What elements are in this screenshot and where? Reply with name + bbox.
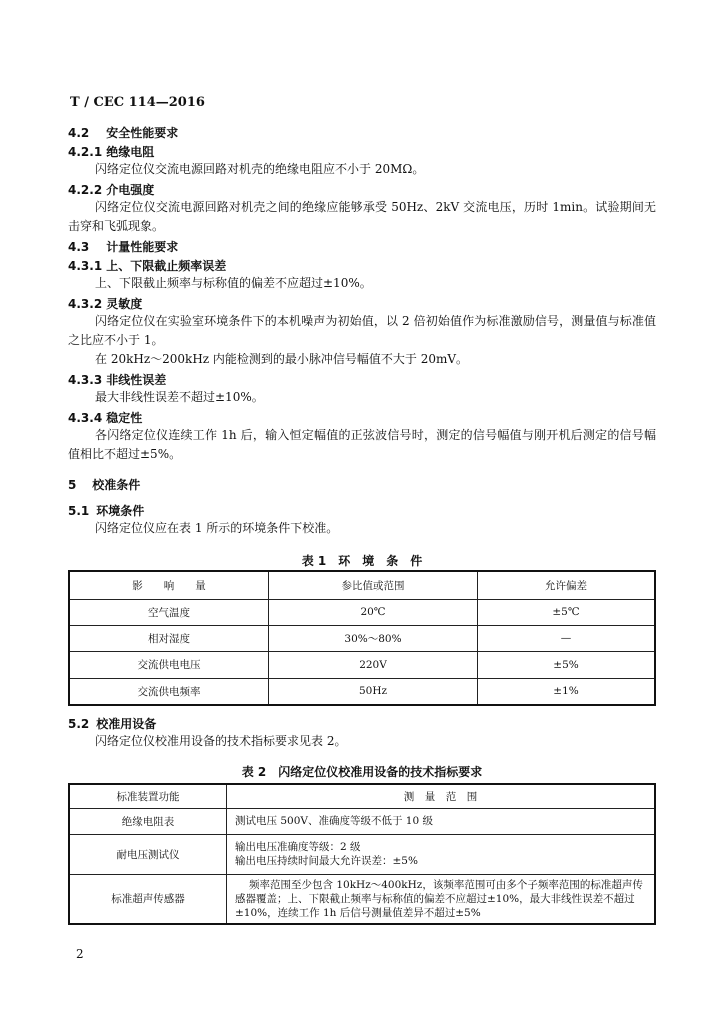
- heading-5-2: 5.2 校准用设备: [68, 717, 157, 731]
- table-environment-conditions: [68, 570, 656, 706]
- table-header-cell: 影 响 量: [69, 571, 269, 599]
- paragraph-5-1: 闪络定位仪应在表 1 所示的环境条件下校准。: [95, 521, 339, 535]
- table-row: [69, 834, 655, 874]
- heading-4-3-1: 4.3.1 上、下限截止频率误差: [68, 259, 227, 273]
- table-row: [69, 808, 655, 834]
- table-row: [69, 874, 655, 924]
- table-cell: 频率范围至少包含 10kHz～400kHz，该频率范围可由多个子频率范围的标准超声传感器覆盖；上、下限截止频率与标称值的偏差不应超过±10%，最大非线性误差不超过±10%，连续工作 1h 后信号测量值差异不超过±5%: [227, 874, 656, 924]
- paragraph-4-2-2: 闪络定位仪交流电源回路对机壳之间的绝缘应能够承受 50Hz、2kV 交流电压，历时 1min。试验期间无击穿和飞弧现象。: [68, 200, 656, 233]
- table-header-cell: 参比值或范围: [269, 571, 478, 599]
- table-row: [69, 651, 655, 678]
- heading-4-2: 4.2 安全性能要求: [68, 126, 179, 140]
- paragraph-4-2-1: 闪络定位仪交流电源回路对机壳的绝缘电阻应不小于 20MΩ。: [95, 162, 425, 176]
- table2-caption: 表 2 闪络定位仪校准用设备的技术指标要求: [241, 765, 483, 779]
- table-header-row: [69, 571, 655, 599]
- table-calibration-equipment: [68, 783, 656, 925]
- table-cell: 交流供电频率: [69, 678, 269, 705]
- page-number: 2: [76, 947, 84, 961]
- table-row: [69, 678, 655, 705]
- table-cell: [227, 834, 656, 874]
- table-header-cell: 允许偏差: [478, 571, 656, 599]
- table-row: [69, 599, 655, 625]
- table-header-row: [69, 784, 655, 808]
- table-cell: 交流供电电压: [69, 651, 269, 678]
- table-cell: 标准超声传感器: [69, 874, 227, 924]
- heading-4-2-2: 4.2.2 介电强度: [68, 183, 155, 197]
- table-cell: 耐电压测试仪: [69, 834, 227, 874]
- table-cell: 20℃: [269, 599, 478, 625]
- table1-caption: 表 1 环 境 条 件: [301, 554, 423, 568]
- table-cell: 测试电压 500V、准确度等级不低于 10 级: [227, 808, 656, 834]
- table-cell: —: [478, 625, 656, 651]
- table-cell: ±5℃: [478, 599, 656, 625]
- paragraph-5-2: 闪络定位仪校准用设备的技术指标要求见表 2。: [95, 734, 347, 748]
- paragraph-4-3-4: 各闪络定位仪连续工作 1h 后，输入恒定幅值的正弦波信号时，测定的信号幅值与刚开机后测定的信号幅值相比不超过±5%。: [68, 428, 656, 461]
- table-cell-line: 输出电压准确度等级：2 级: [235, 841, 361, 853]
- table-cell-line: 输出电压持续时间最大允许误差：±5%: [235, 855, 418, 867]
- heading-5-1: 5.1 环境条件: [68, 504, 145, 518]
- table-cell: 空气温度: [69, 599, 269, 625]
- paragraph-4-3-1: 上、下限截止频率与标称值的偏差不应超过±10%。: [95, 276, 372, 290]
- heading-5: 5 校准条件: [68, 478, 141, 492]
- heading-4-3: 4.3 计量性能要求: [68, 240, 179, 254]
- table-cell: 220V: [269, 651, 478, 678]
- heading-4-3-4: 4.3.4 稳定性: [68, 411, 143, 425]
- table-cell: ±1%: [478, 678, 656, 705]
- table-row: [69, 625, 655, 651]
- table-cell: 相对湿度: [69, 625, 269, 651]
- table-cell: 绝缘电阻表: [69, 808, 227, 834]
- paragraph-4-3-3: 最大非线性误差不超过±10%。: [95, 390, 264, 404]
- table-cell: ±5%: [478, 651, 656, 678]
- heading-4-3-2: 4.3.2 灵敏度: [68, 297, 143, 311]
- heading-4-3-3: 4.3.3 非线性误差: [68, 373, 167, 387]
- heading-4-2-1: 4.2.1 绝缘电阻: [68, 145, 155, 159]
- paragraph-4-3-2-b: 在 20kHz～200kHz 内能检测到的最小脉冲信号幅值不大于 20mV。: [95, 352, 469, 366]
- table-cell: 50Hz: [269, 678, 478, 705]
- table-header-cell: 标准装置功能: [69, 784, 227, 808]
- table-header-cell: 测 量 范 围: [227, 784, 656, 808]
- document-header: T / CEC 114—2016: [70, 95, 205, 110]
- table-cell: 30%～80%: [269, 625, 478, 651]
- paragraph-4-3-2-a: 闪络定位仪在实验室环境条件下的本机噪声为初始值，以 2 倍初始值作为标准激励信号，测量值与标准值之比应不小于 1。: [68, 314, 656, 347]
